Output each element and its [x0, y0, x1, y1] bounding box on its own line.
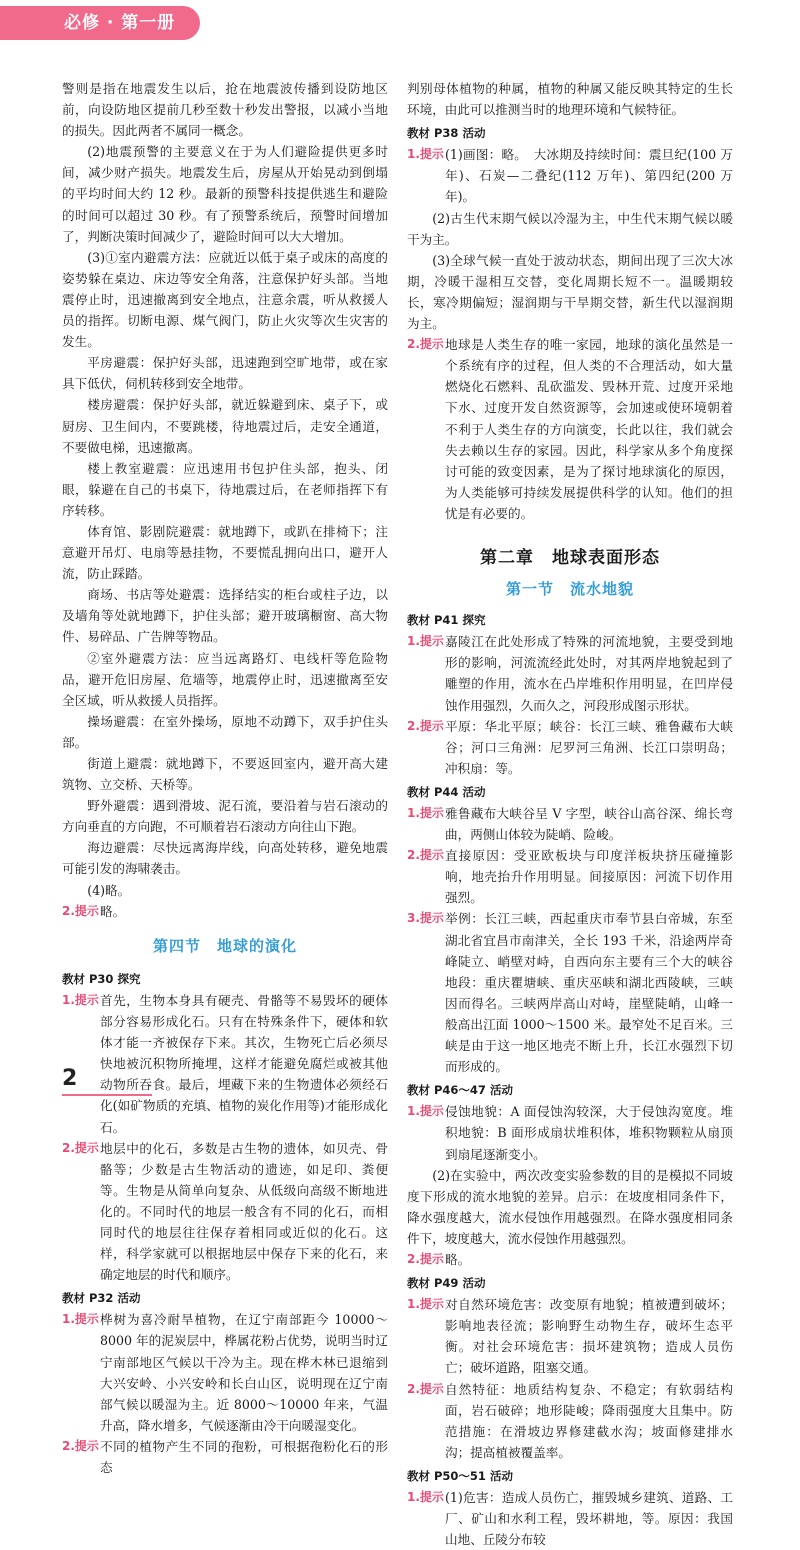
answer-label: 2.提示 [407, 1381, 444, 1396]
answer-item [407, 908, 733, 1077]
answer-label: 2.提示 [62, 1438, 99, 1453]
answer-item [62, 990, 388, 1138]
answer-item [407, 631, 733, 715]
paragraph: (3)全球气候一直处于波动状态，期间出现了三次大冰期，冷暖干湿相互交替，变化周期长短不一。温暖期较长，寒冷期偏短；湿润期与干旱期交替，新生代以湿润期为主。 [407, 252, 733, 332]
section-title: 第一节 流水地貌 [505, 580, 634, 599]
right-column [407, 78, 733, 1550]
paragraph: 体育馆、影剧院避震：就地蹲下，或趴在排椅下；注意避开吊灯、电扇等悬挂物，不要慌乱拥向出口，避开人流，防止踩踏。 [62, 523, 388, 582]
answer-label: 1.提示 [62, 992, 99, 1007]
answer-item [407, 1249, 733, 1270]
answer-label: 1.提示 [407, 1297, 444, 1312]
answer-label: 3.提示 [407, 911, 444, 926]
page-number: 2 [62, 1066, 78, 1091]
answer-text: 自然特征：地质结构复杂、不稳定；有软弱结构面，岩石破碎；地形陡峻；降雨强度大且集中。防范措施：在滑坡边界修建截水沟；坡面修建排水沟；提高植被覆盖率。 [445, 1381, 733, 1460]
source-heading: 教材 P30 探究 [62, 971, 141, 986]
answer-label: 2.提示 [407, 337, 444, 352]
answer-item [62, 1436, 388, 1478]
answer-text: 嘉陵江在此处形成了特殊的河流地貌，主要受到地形的影响，河流流经此处时，对其两岸地貌起到了雕塑的作用，流水在凸岸堆积作用明显，在凹岸侵蚀作用强烈，久而久之，河段形成图示形状。 [445, 634, 733, 713]
page-number-underline [62, 1094, 152, 1096]
answer-text: 平原：华北平原；峡谷：长江三峡、雅鲁藏布大峡谷；河口三角洲：尼罗河三角洲、长江口崇明岛；冲积扇：等。 [445, 718, 733, 776]
section-title: 第四节 地球的演化 [152, 936, 297, 955]
paragraph: 野外避震：遇到滑坡、泥石流，要沿着与岩石滚动的方向垂直的方向跑，不可顺着岩石滚动方向往山下跑。 [62, 798, 388, 835]
answer-text: 桦树为喜冷耐旱植物，在辽宁南部距今 10000～8000 年的泥炭层中，桦属花粉占优势，说明当时辽宁南部地区气候以干冷为主。现在桦木林已退缩到大兴安岭、小兴安岭和长白山区，说明现在辽宁南部气候以暖湿为主。近 8000～10000 年来，气温升高，降水增多，气候逐渐由冷干向暖湿变化。 [100, 1312, 388, 1433]
answer-label: 2.提示 [407, 848, 444, 863]
paragraph: 警则是指在地震发生以后，抢在地震波传播到设防地区前，向设防地区提前几秒至数十秒发出警报，以减小当地的损失。因此两者不属同一概念。 [62, 81, 388, 139]
answer-text: 举例：长江三峡，西起重庆市奉节县白帝城，东至湖北省宜昌市南津关，全长 193 千米，沿途两岸奇峰陡立、峭壁对峙，自西向东主要有三个大的峡谷地段：重庆瞿塘峡、重庆巫峡和湖北西陵峡，三峡因而得名。三峡两岸高山对峙，崖壁陡峭，山峰一般高出江面 1000～1500 米。最窄处不足百米。三峡是由于这一地区地壳不断上升，长江水强烈下切而形成的。 [445, 911, 733, 1075]
answer-item [407, 144, 733, 207]
answer-item [62, 1138, 388, 1286]
answer-text: 略。 [445, 1251, 471, 1267]
answer-text: 地球是人类生存的唯一家园，地球的演化虽然是一个系统有序的过程，但人类的不合理活动，如大量燃烧化石燃料、乱砍滥发、毁林开荒、过度开采地下水、过度开发自然资源等，会加速或使环境朝着不利于人类生存的方向演变，长此以往，我们就会失去赖以生存的家园。因此，科学家从多个角度探讨可能的致变因素，是为了探讨地球演化的原因，为人类能够可持续发展提供科学的认知。他们的担忧是有必要的。 [445, 337, 733, 521]
answer-label: 1.提示 [407, 1490, 444, 1504]
answer-item [407, 1487, 733, 1550]
paragraph: (2)在实验中，两次改变实验参数的目的是模拟不同坡度下形成的流水地貌的差异。启示：在坡度相同条件下，降水强度越大，流水侵蚀作用越强烈。在降水强度相同条件下，坡度越大，流水侵蚀作用越强烈。 [407, 1167, 733, 1246]
paragraph: (3)①室内避震方法：应就近以低于桌子或床的高度的姿势躲在桌边、床边等安全角落，注意保护好头部。当地震停止时，迅速撤离到安全地点，注意余震，听从救援人员的指挥。切断电源、煤气阀门，防止火灾等次生灾害的发生。 [62, 249, 388, 350]
answer-text: (1)危害：造成人员伤亡，摧毁城乡建筑、道路、工厂、矿山和水利工程，毁坏耕地，等。原因：我国山地、丘陵分布较 [445, 1490, 733, 1548]
answer-item [407, 1379, 733, 1463]
answer-label: 1.提示 [407, 634, 444, 649]
source-heading: 教材 P44 活动 [407, 784, 486, 799]
paragraph: (2)地震预警的主要意义在于为人们避险提供更多时间，减少财产损失。地震发生后，房屋从开始晃动到倒塌的平均时间大约 12 秒。最新的预警科技提供逃生和避险的时间可以超过 30 秒。有了预警系统后，预警时间增加了，判断决策时间减少了，避险时间可以大大增加。 [62, 144, 388, 244]
paragraph: 海边避震：尽快远离海岸线，向高处转移，避免地震可能引发的海啸袭击。 [62, 840, 388, 877]
answer-text: 直接原因：受亚欧板块与印度洋板块挤压碰撞影响，地壳抬升作用明显。间接原因：河流下切作用强烈。 [445, 848, 733, 906]
answer-item [407, 803, 733, 845]
paragraph: (2)古生代末期气候以冷湿为主，中生代末期气候以暖干为主。 [407, 210, 733, 247]
source-heading: 教材 P41 探究 [407, 613, 486, 628]
paragraph: 楼上教室避震：应迅速用书包护住头部，抱头、闭眼，躲避在自己的书桌下，待地震过后，在老师指挥下有序转移。 [62, 460, 388, 518]
answer-item [407, 334, 733, 524]
source-heading: 教材 P49 活动 [407, 1276, 486, 1291]
source-heading: 教材 P46～47 活动 [407, 1083, 513, 1098]
answer-label: 2.提示 [407, 1251, 444, 1266]
paragraph: (4)略。 [87, 882, 131, 898]
paragraph: 操场避震：在室外操场，原地不动蹲下，双手护住头部。 [62, 713, 388, 750]
paragraph: 楼房避震：保护好头部，就近躲避到床、桌子下，或厨房、卫生间内，不要跳楼，待地震过后，走安全通道，不要做电梯，迅速撤离。 [62, 397, 388, 455]
answer-text: 首先，生物本身具有硬壳、骨骼等不易毁坏的硬体部分容易形成化石。只有在特殊条件下，硬体和软体才能一齐被保存下来。其次，生物死亡后必须尽快地被沉积物所掩埋，这样才能避免腐烂或被其他动物所吞食。最后，埋藏下来的生物遗体必须经石化(如矿物质的充填、植物的炭化作用等)才能形成化石。 [100, 992, 388, 1135]
paragraph: 平房避震：保护好头部，迅速跑到空旷地带，或在家具下低伏，伺机转移到安全地带。 [62, 355, 388, 392]
left-column [62, 78, 388, 1478]
answer-item [407, 1294, 733, 1378]
answer-text: 对自然环境危害：改变原有地貌；植被遭到破坏；影响地表径流；影响野生动物生存，破坏生态平衡。对社会环境危害：损坏建筑物；造成人员伤亡；破坏道路，阻塞交通。 [445, 1297, 733, 1376]
answer-text: 不同的植物产生不同的孢粉，可根据孢粉化石的形态 [100, 1438, 388, 1475]
paragraph: 商场、书店等处避震：选择结实的柜台或柱子边，以及墙角等处就地蹲下，护住头部；避开玻璃橱窗、高大物件、易碎品、广告牌等物品。 [62, 587, 388, 645]
answer-text: 地层中的化石，多数是古生物的遗体，如贝壳、骨骼等；少数是古生物活动的遗迹，如足印、粪便等。生物是从简单向复杂、从低级向高级不断地进化的。不同时代的地层一般含有不同的化石，而相同时代的地层往往保存着相同或近似的化石。这样，科学家就可以根据地层中保存下来的化石，来确定地层的时代和顺序。 [100, 1140, 388, 1283]
answer-label: 2.提示 [62, 903, 99, 918]
source-heading: 教材 P50～51 活动 [407, 1468, 513, 1483]
source-heading: 教材 P32 活动 [62, 1291, 141, 1306]
answer-label: 2.提示 [407, 718, 444, 733]
paragraph: 判别母体植物的种属，植物的种属又能反映其特定的生长环境，由此可以推测当时的地理环境和气候特征。 [407, 81, 733, 118]
chapter-title: 第二章 地球表面形态 [480, 547, 660, 568]
answer-text: 侵蚀地貌：A 面侵蚀沟较深，大于侵蚀沟宽度。堆积地貌：B 面形成扇状堆积体，堆积物颗粒从扇顶到扇尾逐渐变小。 [445, 1104, 733, 1162]
answer-item [407, 845, 733, 908]
answer-item [62, 1309, 388, 1436]
answer-text: 雅鲁藏布大峡谷呈 V 字型，峡谷山高谷深、绵长弯曲，两侧山体较为陡峭、险峻。 [445, 806, 733, 843]
paragraph: 街道上避震：就地蹲下，不要返回室内，避开高大建筑物、立交桥、天桥等。 [62, 756, 388, 793]
answer-text: (1)画图：略。 大冰期及持续时间：震旦纪(100 万年)、石炭—二叠纪(112 万年)、第四纪(200 万年)。 [445, 147, 733, 205]
answer-label: 1.提示 [407, 806, 444, 820]
answer-item [407, 1101, 733, 1164]
answer-label: 1.提示 [407, 1104, 444, 1119]
answer-item [407, 716, 733, 779]
answer-label: 1.提示 [407, 147, 444, 162]
paragraph: ②室外避震方法：应当远离路灯、电线杆等危险物品，避开危旧房屋、危墙等，地震停止时，迅速撤离至安全区域，听从救援人员指挥。 [62, 650, 388, 708]
answer-text: 略。 [100, 903, 126, 919]
answer-label: 1.提示 [62, 1312, 99, 1327]
answer-label: 2.提示 [62, 1140, 99, 1155]
source-heading: 教材 P38 活动 [407, 126, 486, 141]
answer-item [62, 901, 388, 922]
header-tab: 必修 · 第一册 [0, 6, 200, 40]
